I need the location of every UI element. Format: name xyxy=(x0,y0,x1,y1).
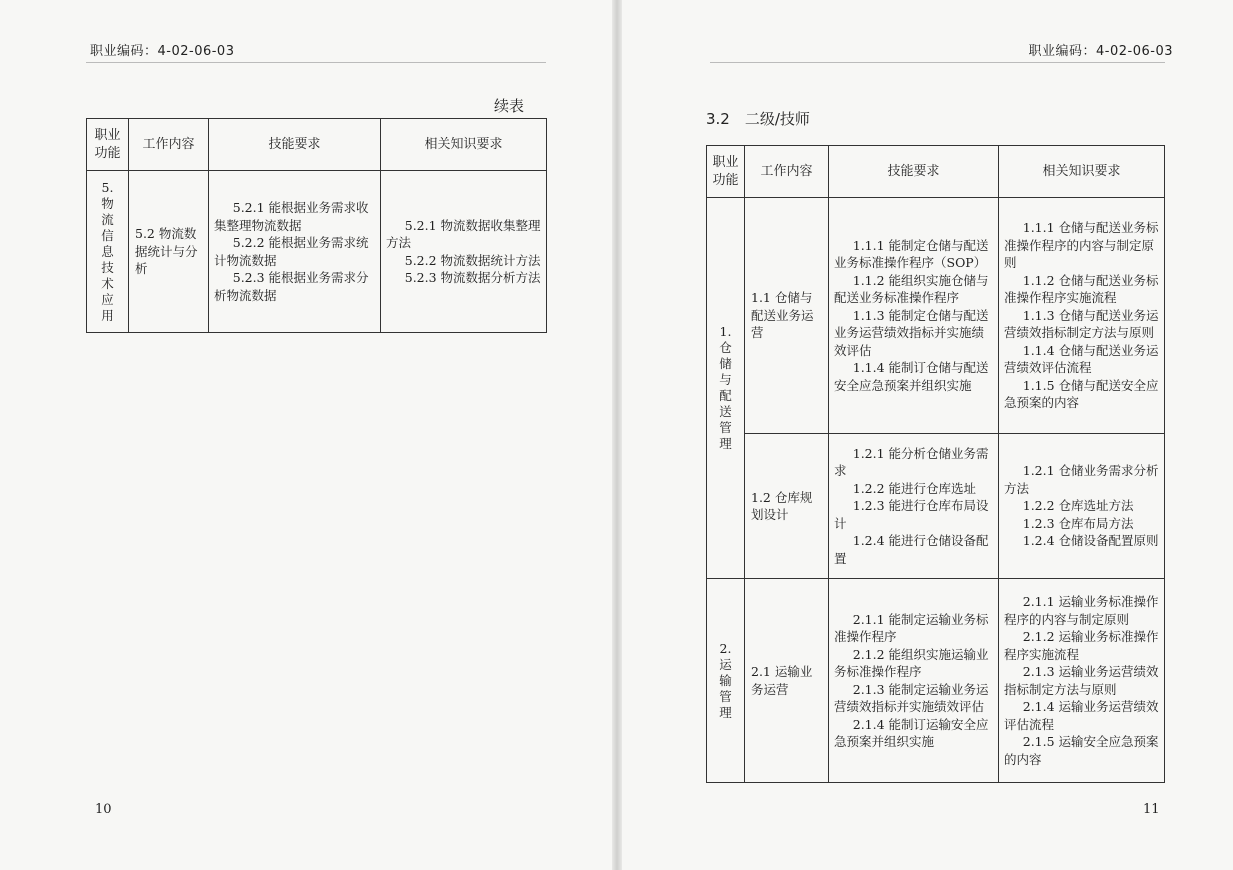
table-header-row xyxy=(87,119,547,171)
skill-item: 5.2.1 能根据业务需求收集整理物流数据 xyxy=(214,200,369,233)
skill-item: 2.1.1 能制定运输业务标准操作程序 xyxy=(834,611,989,644)
knowledge-item: 1.1.3 仓储与配送业务运营绩效指标制定方法与原则 xyxy=(1004,307,1159,341)
knowledge-cell xyxy=(999,579,1165,783)
function-text: 2.运输管理 xyxy=(719,640,732,720)
knowledge-item: 5.2.3 物流数据分析方法 xyxy=(404,270,541,285)
knowledge-item: 1.2.4 仓储设备配置原则 xyxy=(1022,533,1159,549)
knowledge-item: 5.2.1 物流数据收集整理方法 xyxy=(386,217,541,250)
table-header-row xyxy=(707,146,1165,198)
knowledge-item: 1.2.3 仓库布局方法 xyxy=(1022,515,1134,531)
knowledge-item: 1.2.2 仓库选址方法 xyxy=(1022,498,1134,514)
header-rule xyxy=(710,62,1165,63)
function-cell xyxy=(87,171,129,333)
knowledge-item: 2.1.5 运输安全应急预案的内容 xyxy=(1004,734,1159,767)
skills-cell xyxy=(829,579,999,783)
function-cell xyxy=(707,579,745,783)
knowledge-cell xyxy=(999,434,1165,579)
skill-item: 1.1.1 能制定仓储与配送业务标准操作程序（SOP） xyxy=(834,237,989,271)
table-row xyxy=(87,171,547,333)
skill-item: 1.2.1 能分析仓储业务需求 xyxy=(834,445,989,479)
skills-cell xyxy=(829,198,999,434)
header-function: 职业功能 xyxy=(707,146,745,198)
right-page xyxy=(622,0,1233,870)
skills-table xyxy=(86,118,547,333)
work-cell: 1.2 仓库规划设计 xyxy=(745,434,829,579)
continued-label: 续表 xyxy=(494,97,525,115)
skill-item: 1.2.3 能进行仓库布局设计 xyxy=(834,498,989,531)
running-head: 职业编码：4-02-06-03 xyxy=(90,44,235,59)
table-row xyxy=(707,579,1165,783)
table-row xyxy=(707,198,1165,434)
skill-item: 2.1.2 能组织实施运输业务标准操作程序 xyxy=(834,646,989,679)
page-number: 10 xyxy=(95,802,112,817)
skills-cell xyxy=(829,434,999,579)
knowledge-item: 5.2.2 物流数据统计方法 xyxy=(404,252,541,268)
skill-item: 2.1.4 能制订运输安全应急预案并组织实施 xyxy=(834,716,989,749)
knowledge-item: 2.1.3 运输业务运营绩效指标制定方法与原则 xyxy=(1004,664,1159,697)
skill-item: 1.1.4 能制订仓储与配送安全应急预案并组织实施 xyxy=(834,360,989,393)
knowledge-item: 1.1.4 仓储与配送业务运营绩效评估流程 xyxy=(1004,342,1159,376)
skill-item: 5.2.3 能根据业务需求分析物流数据 xyxy=(214,270,369,303)
knowledge-item: 2.1.2 运输业务标准操作程序实施流程 xyxy=(1004,629,1159,662)
section-title: 3.2 二级/技师 xyxy=(706,110,810,128)
skill-item: 5.2.2 能根据业务需求统计物流数据 xyxy=(214,235,369,268)
skill-item: 1.2.2 能进行仓库选址 xyxy=(852,480,977,496)
running-head: 职业编码：4-02-06-03 xyxy=(1028,44,1173,59)
knowledge-item: 2.1.4 运输业务运营绩效评估流程 xyxy=(1004,699,1159,732)
knowledge-item: 1.1.5 仓储与配送安全应急预案的内容 xyxy=(1004,377,1159,411)
skill-item: 1.1.2 能组织实施仓储与配送业务标准操作程序 xyxy=(834,272,989,306)
header-work: 工作内容 xyxy=(745,146,829,198)
knowledge-item: 1.1.1 仓储与配送业务标准操作程序的内容与制定原则 xyxy=(1004,220,1159,271)
function-text: 5.物流信息技术应用 xyxy=(101,179,114,323)
header-knowledge: 相关知识要求 xyxy=(381,119,547,171)
knowledge-item: 1.2.1 仓储业务需求分析方法 xyxy=(1004,463,1159,496)
skills-cell xyxy=(209,171,381,333)
table-row xyxy=(707,434,1165,579)
skill-item: 2.1.3 能制定运输业务运营绩效指标并实施绩效评估 xyxy=(834,681,989,714)
skill-item: 1.2.4 能进行仓储设备配置 xyxy=(834,533,989,566)
skill-item: 1.1.3 能制定仓储与配送业务运营绩效指标并实施绩效评估 xyxy=(834,307,989,358)
function-text: 1.仓储与配送管理 xyxy=(719,324,732,451)
header-skills: 技能要求 xyxy=(829,146,999,198)
work-cell: 2.1 运输业务运营 xyxy=(745,579,829,783)
left-page xyxy=(0,0,612,870)
header-skills: 技能要求 xyxy=(209,119,381,171)
knowledge-cell xyxy=(381,171,547,333)
work-cell: 1.1 仓储与配送业务运营 xyxy=(745,198,829,434)
header-function: 职业功能 xyxy=(87,119,129,171)
header-knowledge: 相关知识要求 xyxy=(999,146,1165,198)
book-gutter xyxy=(612,0,622,870)
knowledge-item: 2.1.1 运输业务标准操作程序的内容与制定原则 xyxy=(1004,594,1159,627)
knowledge-cell xyxy=(999,198,1165,434)
header-work: 工作内容 xyxy=(129,119,209,171)
page-number: 11 xyxy=(1143,802,1160,817)
work-cell: 5.2 物流数据统计与分析 xyxy=(129,171,209,333)
function-cell xyxy=(707,198,745,579)
skills-table xyxy=(706,145,1165,783)
header-rule xyxy=(86,62,546,63)
knowledge-item: 1.1.2 仓储与配送业务标准操作程序实施流程 xyxy=(1004,272,1159,306)
